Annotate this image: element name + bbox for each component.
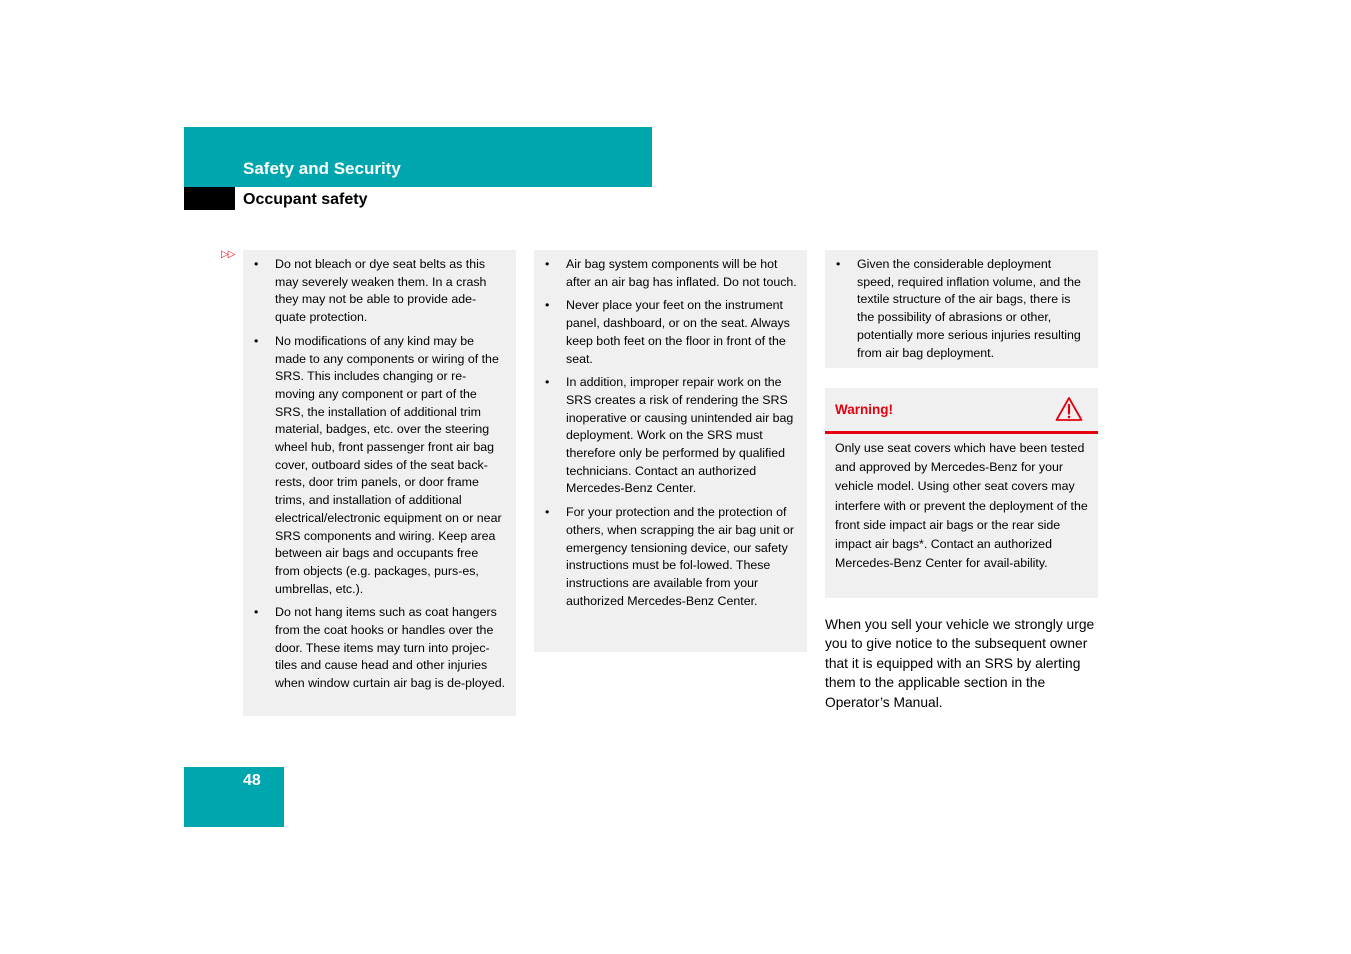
list-item: • No modifications of any kind may be made to any components or wiring of the SRS. This includes changing or re-moving any component or part of the SRS, the installation of additional trim material, badges, etc. over the steering wheel hub, front passenger front air bag cover, outboard sides of the seat back-rests, door trim panels, or door frame trims, and installation of additional electrical/electronic equipment on or near SRS components and wiring. Keep area between air bags and occupants free from objects (e.g. packages, purs-es, umbrellas, etc.). (254, 333, 506, 599)
subsection-title: Occupant safety (243, 191, 368, 208)
list-item: • Do not bleach or dye seat belts as this may severely weaken them. In a crash they may not be able to provide ade-quate protection. (254, 256, 506, 327)
warning-label: Warning! (835, 402, 893, 417)
bullet-list (836, 256, 1088, 362)
page-number: 48 (243, 772, 261, 789)
list-item: • For your protection and the protection of others, when scrapping the air bag unit or emergency tensioning device, our safety instructions must be fol-lowed. These instructions are available from your authorized Mercedes-Benz Center. (545, 504, 797, 610)
warning-header (825, 388, 1098, 434)
section-title: Safety and Security (243, 159, 401, 178)
list-item: • Do not hang items such as coat hangers from the coat hooks or handles over the door. These items may turn into projec-tiles and cause head and other injuries when window curtain air bag is de-ployed. (254, 604, 506, 693)
info-column-1 (243, 250, 516, 716)
list-item: • Given the considerable deployment speed, required inflation volume, and the textile structure of the air bags, there is the possibility of abrasions or other, potentially more serious injuries resulting from air bag deployment. (836, 256, 1088, 362)
warning-triangle-icon (1055, 396, 1083, 422)
continued-marker-icon: ▷▷ (221, 249, 235, 260)
subsection-marker (184, 187, 235, 210)
info-column-2 (534, 250, 807, 652)
closing-paragraph: When you sell your vehicle we strongly urge you to give notice to the subsequent owner that it is equipped with an SRS by alerting them to the applicable section in the Operator’s Manual. (825, 617, 1095, 710)
bullet-list (545, 256, 797, 610)
info-column-3 (825, 250, 1098, 368)
page-number-box (184, 767, 284, 827)
list-item: • Never place your feet on the instrument panel, dashboard, or on the seat. Always keep both feet on the floor in front of the seat. (545, 297, 797, 368)
list-item: • In addition, improper repair work on the SRS creates a risk of rendering the SRS inoperative or causing unintended air bag deployment. Work on the SRS must therefore only be performed by qualified technicians. Contact an authorized Mercedes-Benz Center. (545, 374, 797, 498)
warning-box (825, 388, 1098, 598)
warning-text: Only use seat covers which have been tested and approved by Mercedes-Benz for your vehicle model. Using other seat covers may interfere with or prevent the deployment of the front side impact air bags or the rear side impact air bags*. Contact an authorized Mercedes-Benz Center for avail-ability. (835, 441, 1088, 571)
bullet-list (254, 256, 506, 693)
list-item: • Air bag system components will be hot after an air bag has inflated. Do not touch. (545, 256, 797, 291)
